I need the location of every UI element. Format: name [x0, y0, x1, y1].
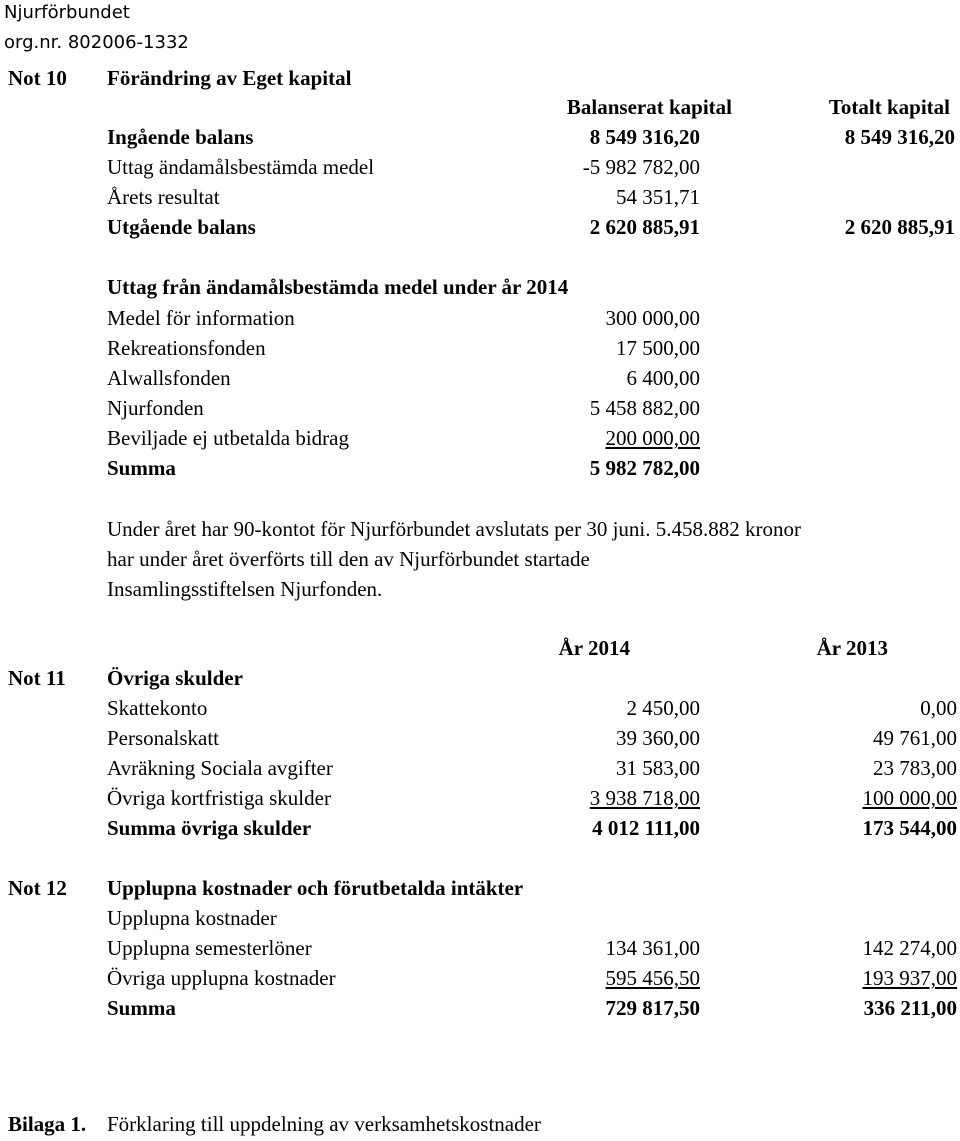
not12-label: Not 12 — [8, 876, 67, 900]
row-value: 193 937,00 — [862, 966, 957, 990]
row-label: Utgående balans — [107, 215, 256, 239]
row-label: Personalskatt — [107, 726, 219, 750]
sum-value: 336 211,00 — [863, 996, 957, 1020]
note-text-line: Insamlingsstiftelsen Njurfonden. — [107, 577, 383, 601]
row-label: Avräkning Sociala avgifter — [107, 756, 333, 780]
row-value: 39 360,00 — [616, 726, 700, 750]
row-label: Skattekonto — [107, 696, 208, 720]
col-balanserat: Balanserat kapital — [566, 95, 732, 119]
uttag-value: 5 458 882,00 — [589, 396, 700, 420]
uttag-sum-value: 5 982 782,00 — [589, 456, 700, 480]
uttag-title: Uttag från ändamålsbestämda medel under år 2014 — [107, 275, 569, 299]
sum-value: 4 012 111,00 — [592, 816, 700, 840]
not10-title: Förändring av Eget kapital — [107, 66, 352, 90]
uttag-label: Alwallsfonden — [107, 366, 231, 390]
org-name: Njurförbundet — [4, 2, 130, 23]
row-value: 2 620 885,91 — [844, 215, 955, 239]
sum-value: 173 544,00 — [862, 816, 957, 840]
note-text-line: Under året har 90-kontot för Njurförbundet avslutats per 30 juni. 5.458.882 kronor — [107, 517, 802, 541]
sum-value: 729 817,50 — [605, 996, 700, 1020]
row-value: 2 450,00 — [626, 696, 700, 720]
note-text-line: har under året överförts till den av Njurförbundet startade — [107, 547, 590, 571]
row-label: Övriga kortfristiga skulder — [107, 786, 331, 810]
row-value: 8 549 316,20 — [589, 125, 700, 149]
row-value: 595 456,50 — [605, 966, 700, 990]
uttag-value: 300 000,00 — [605, 306, 700, 330]
row-label: Ingående balans — [107, 125, 254, 149]
row-value: 49 761,00 — [873, 726, 957, 750]
row-value: 2 620 885,91 — [589, 215, 700, 239]
year-2014-header: År 2014 — [558, 636, 630, 660]
row-value: 100 000,00 — [862, 786, 957, 810]
bilaga-label: Bilaga 1. — [8, 1112, 87, 1136]
sum-label: Summa — [107, 996, 176, 1020]
uttag-value: 200 000,00 — [605, 426, 700, 450]
row-value: 134 361,00 — [605, 936, 700, 960]
row-value: 54 351,71 — [616, 185, 700, 209]
uttag-label: Medel för information — [107, 306, 295, 330]
row-value: 142 274,00 — [862, 936, 957, 960]
not11-label: Not 11 — [8, 666, 66, 690]
year-2013-header: År 2013 — [816, 636, 888, 660]
uttag-value: 6 400,00 — [626, 366, 700, 390]
not10-label: Not 10 — [8, 66, 67, 90]
uttag-label: Rekreationsfonden — [107, 336, 266, 360]
row-label: Övriga upplupna kostnader — [107, 966, 336, 990]
uttag-value: 17 500,00 — [616, 336, 700, 360]
row-value: 3 938 718,00 — [589, 786, 700, 810]
uttag-label: Njurfonden — [107, 396, 204, 420]
row-value: 0,00 — [920, 696, 957, 720]
uttag-label: Beviljade ej utbetalda bidrag — [107, 426, 349, 450]
not12-title: Upplupna kostnader och förutbetalda intäkter — [107, 876, 524, 900]
row-value: 31 583,00 — [616, 756, 700, 780]
sum-label: Summa övriga skulder — [107, 816, 312, 840]
not12-subtitle: Upplupna kostnader — [107, 906, 277, 930]
row-label: Upplupna semesterlöner — [107, 936, 312, 960]
bilaga-text: Förklaring till uppdelning av verksamhetskostnader — [107, 1112, 541, 1136]
row-value: -5 982 782,00 — [582, 155, 700, 179]
not11-title: Övriga skulder — [107, 666, 243, 690]
col-totalt: Totalt kapital — [828, 95, 950, 119]
uttag-sum-label: Summa — [107, 456, 176, 480]
row-label: Årets resultat — [107, 185, 220, 209]
row-value: 8 549 316,20 — [844, 125, 955, 149]
row-value: 23 783,00 — [873, 756, 957, 780]
org-number: org.nr. 802006-1332 — [4, 32, 189, 53]
row-label: Uttag ändamålsbestämda medel — [107, 155, 375, 179]
